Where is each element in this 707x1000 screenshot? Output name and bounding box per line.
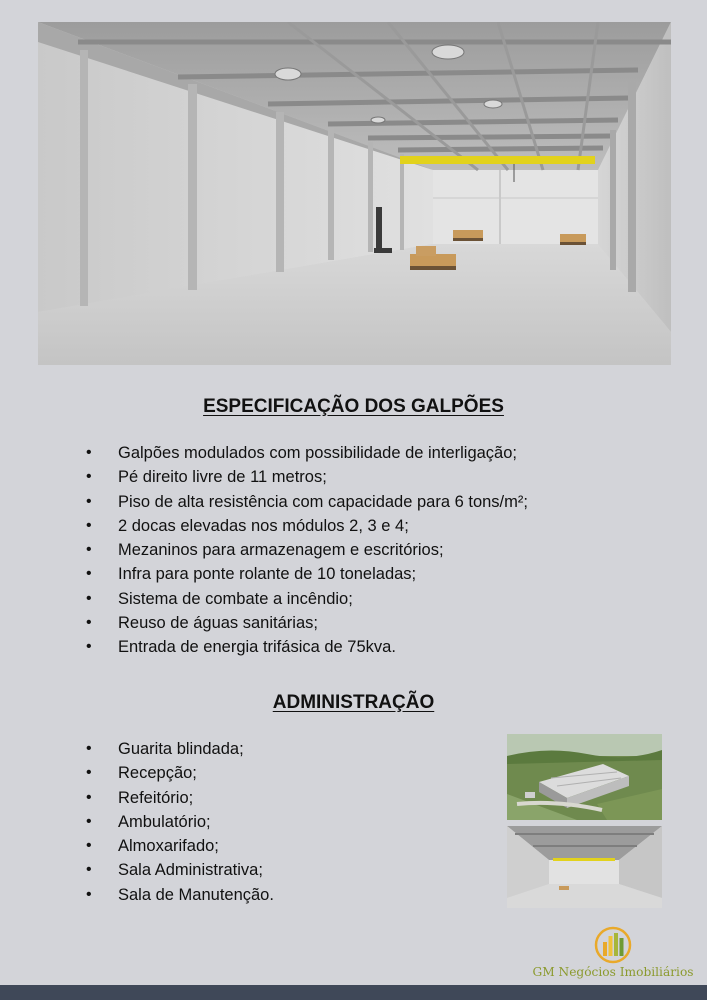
admin-item: • Guarita blindada;	[86, 737, 274, 761]
specs-item: • Sistema de combate a incêndio;	[86, 587, 528, 611]
aerial-building-photo	[507, 734, 662, 820]
specs-item: • Mezaninos para armazenagem e escritórios;	[86, 538, 528, 562]
specs-heading: ESPECIFICAÇÃO DOS GALPÕES	[203, 396, 504, 417]
specs-item: • 2 docas elevadas nos módulos 2, 3 e 4;	[86, 514, 528, 538]
specs-item: • Galpões modulados com possibilidade de interligação;	[86, 441, 528, 465]
specs-item: • Entrada de energia trifásica de 75kva.	[86, 635, 528, 659]
admin-item: • Recepção;	[86, 761, 274, 785]
logo-text: GM Negócios Imobiliários	[532, 965, 694, 979]
admin-list	[86, 737, 274, 907]
specs-item: • Piso de alta resistência com capacidade para 6 tons/m²;	[86, 490, 528, 514]
specs-item: • Infra para ponte rolante de 10 toneladas;	[86, 562, 528, 586]
admin-heading: ADMINISTRAÇÃO	[272, 692, 435, 713]
admin-item: • Ambulatório;	[86, 810, 274, 834]
warehouse-interior-photo	[38, 22, 671, 365]
admin-item: • Refeitório;	[86, 786, 274, 810]
admin-item: • Sala Administrativa;	[86, 858, 274, 882]
company-logo	[528, 928, 698, 984]
footer-bar	[0, 985, 707, 1000]
admin-item: • Sala de Manutenção.	[86, 883, 274, 907]
specs-item: • Pé direito livre de 11 metros;	[86, 465, 528, 489]
specs-item: • Reuso de águas sanitárias;	[86, 611, 528, 635]
specs-list	[86, 441, 528, 660]
interior-warehouse-photo	[507, 826, 662, 908]
building-bars-icon	[594, 926, 632, 964]
admin-item: • Almoxarifado;	[86, 834, 274, 858]
